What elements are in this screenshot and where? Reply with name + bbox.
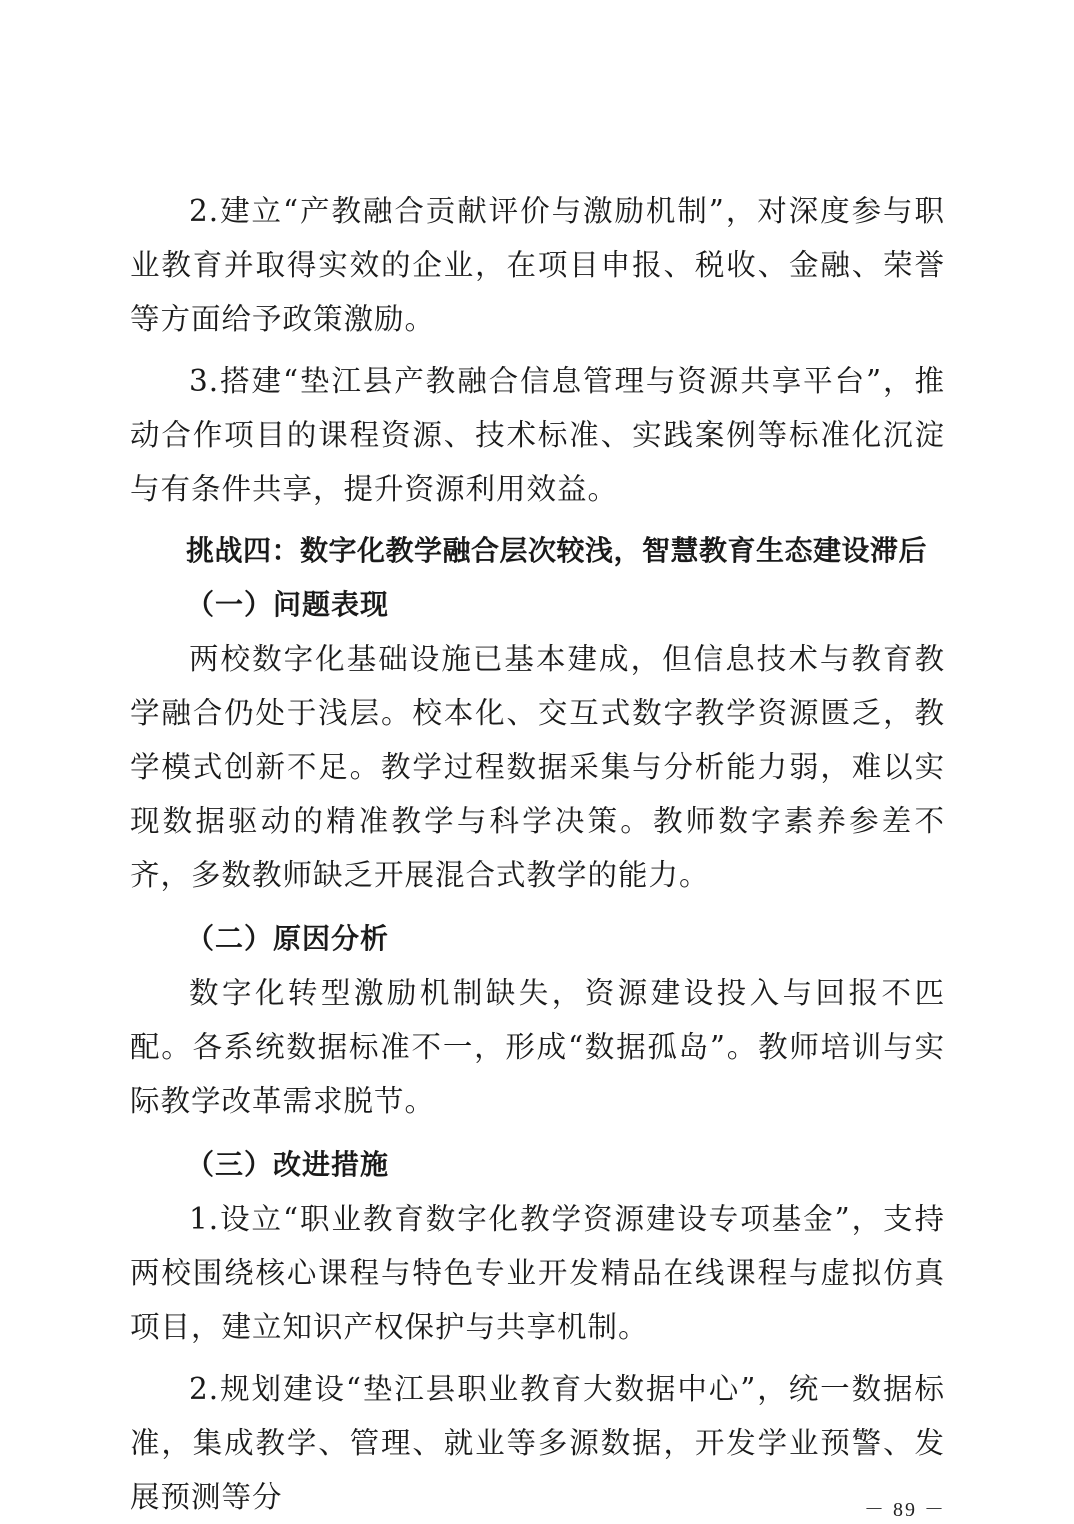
paragraph-measure-fund: 1.设立“职业教育数字化教学资源建设专项基金”，支持两校围绕核心课程与特色专业开发精品在线课程与虚拟仿真项目，建立知识产权保护与共享机制。 — [130, 1202, 945, 1344]
challenge-heading: 挑战四：数字化教学融合层次较浅，智慧教育生态建设滞后 — [186, 534, 928, 567]
page-number: － 89 － — [864, 1499, 946, 1521]
section-heading-measures: （三）改进措施 — [186, 1148, 390, 1181]
paragraph-resource-platform: 3.搭建“垫江县产教融合信息管理与资源共享平台”，推动合作项目的课程资源、技术标准、实践案例等标准化沉淀与有条件共享，提升资源利用效益。 — [130, 364, 945, 506]
paragraph-incentive-mechanism: 2.建立“产教融合贡献评价与激励机制”，对深度参与职业教育并取得实效的企业，在项目申报、税收、金融、荣誉等方面给予政策激励。 — [130, 194, 945, 336]
document-body — [130, 184, 945, 1524]
section-heading-causes: （二）原因分析 — [186, 922, 390, 955]
paragraph-problems: 两校数字化基础设施已基本建成，但信息技术与教育教学融合仍处于浅层。校本化、交互式数字教学资源匮乏，教学模式创新不足。教学过程数据采集与分析能力弱，难以实现数据驱动的精准教学与科学决策。教师数字素养参差不齐，多数教师缺乏开展混合式教学的能力。 — [130, 642, 945, 892]
paragraph-causes: 数字化转型激励机制缺失，资源建设投入与回报不匹配。各系统数据标准不一，形成“数据孤岛”。教师培训与实际教学改革需求脱节。 — [130, 976, 945, 1118]
paragraph-measure-data-center: 2.规划建设“垫江县职业教育大数据中心”，统一数据标准，集成教学、管理、就业等多源数据，开发学业预警、发展预测等分 — [130, 1372, 945, 1514]
section-heading-problems: （一）问题表现 — [186, 588, 390, 621]
